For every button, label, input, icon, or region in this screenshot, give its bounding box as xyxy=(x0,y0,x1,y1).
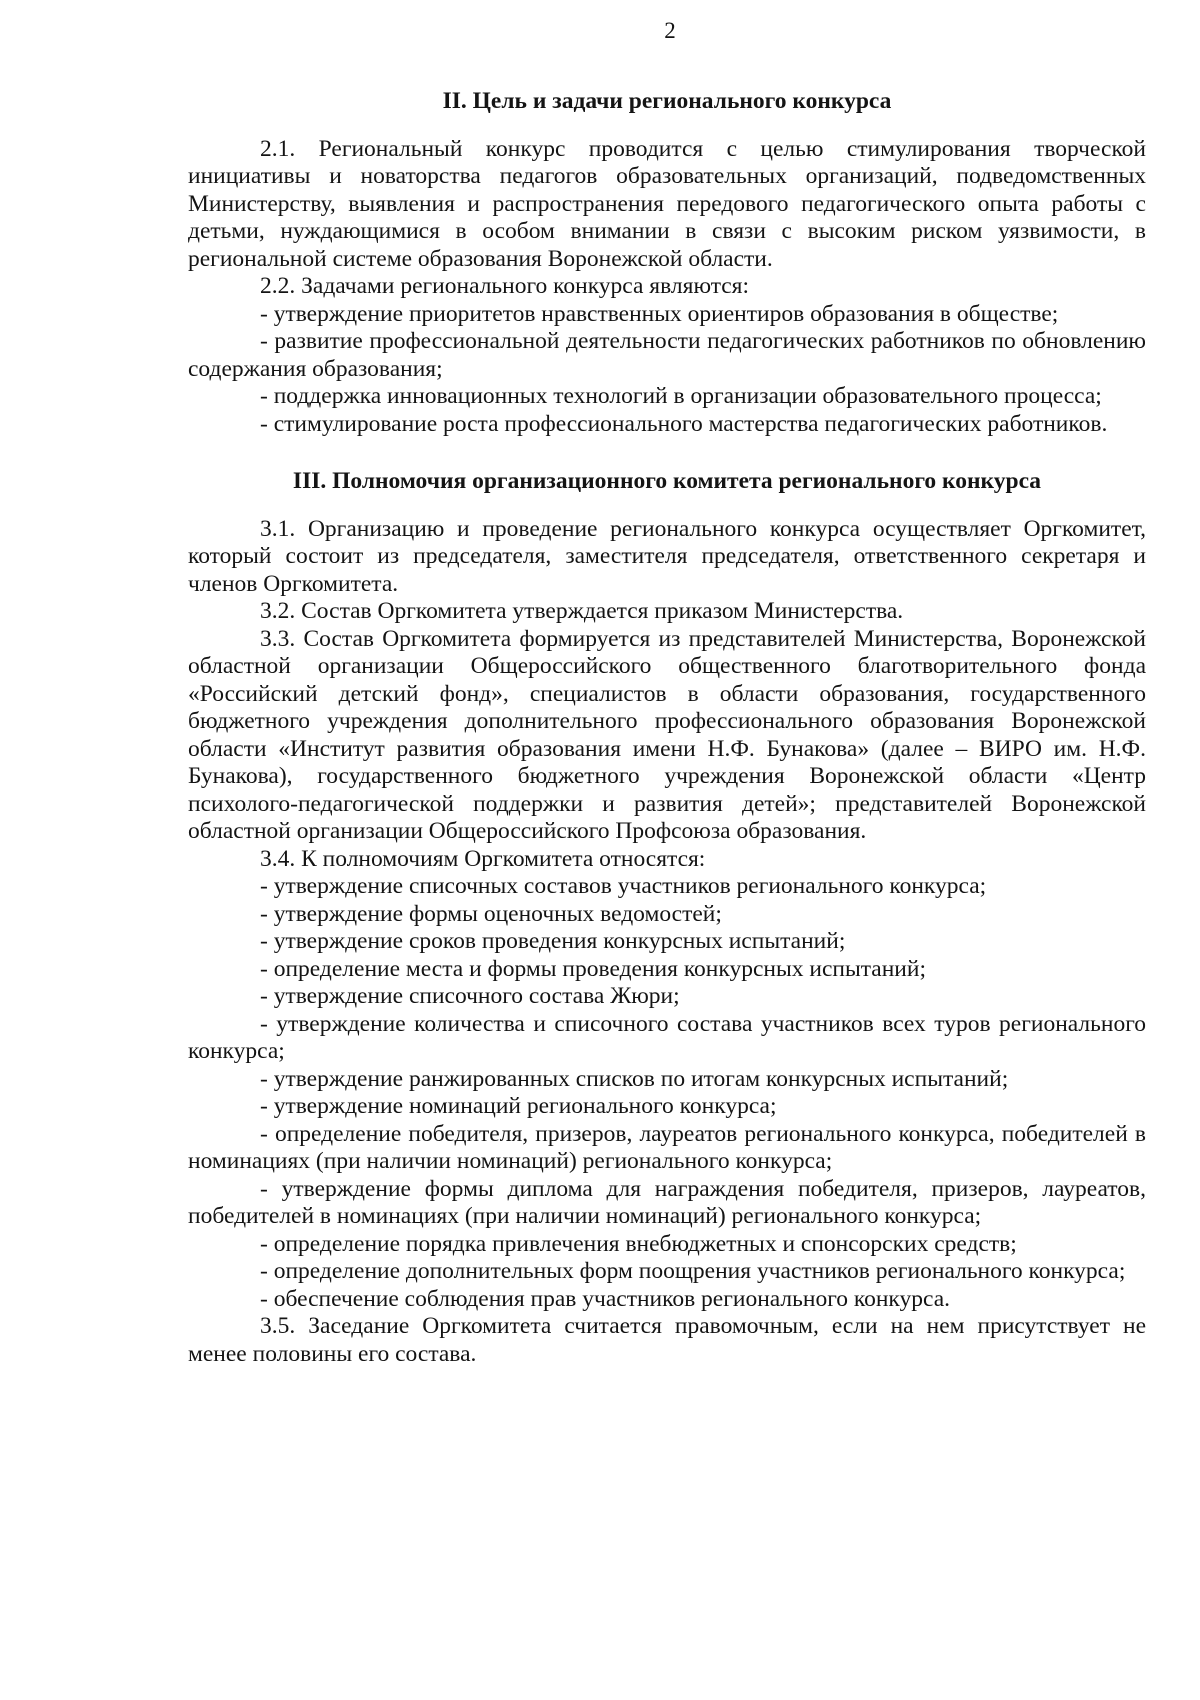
paragraph-3-4: 3.4. К полномочиям Оргкомитета относятся: xyxy=(260,845,706,872)
list-item: - утверждение формы оценочных ведомостей; xyxy=(260,900,722,927)
section-2-heading: II. Цель и задачи регионального конкурса xyxy=(442,88,892,114)
list-item: - утверждение сроков проведения конкурсных испытаний; xyxy=(260,928,846,954)
paragraph-3-1: 3.1. Организацию и проведение регионального конкурса осуществляет Оргкомитет, который состоит из председателя, заместителя председателя, ответственного секретаря и членов Оргкомитета. xyxy=(188,515,1146,597)
list-item: - поддержка инновационных технологий в организации образовательного процесса; xyxy=(260,383,1102,409)
paragraph-3-3: 3.3. Состав Оргкомитета формируется из представителей Министерства, Воронежской областной организации Общероссийского общественного благотворительного фонда «Российский детский фонд», специалистов в области образования, государственного бюджетного учреждения дополнительного профессионального образования Воронежской области «Институт развития образования имени Н.Ф. Бунакова» (далее – ВИРО им. Н.Ф. Бунакова), государственного бюджетного учреждения Воронежской области «Центр психолого-педагогической поддержки и развития детей»; представителей Воронежской областной организации Общероссийского Профсоюза образования. xyxy=(188,625,1146,844)
list-item: - определение дополнительных форм поощрения участников регионального конкурса; xyxy=(260,1258,1126,1284)
section-3-heading: III. Полномочия организационного комитета регионального конкурса xyxy=(292,468,1042,494)
list-item: - утверждение списочных составов участников регионального конкурса; xyxy=(260,873,987,899)
list-item: - обеспечение соблюдения прав участников регионального конкурса. xyxy=(260,1285,951,1312)
document-body xyxy=(188,88,1146,1368)
list-item: - определение порядка привлечения внебюджетных и спонсорских средств; xyxy=(260,1230,1017,1257)
paragraph-2-2: 2.2. Задачами регионального конкурса являются: xyxy=(260,273,750,299)
list-item: - развитие профессиональной деятельности педагогических работников по обновлению содержания образования; xyxy=(188,328,1146,382)
page-number: 2 xyxy=(664,18,676,43)
list-item: - утверждение списочного состава Жюри; xyxy=(260,983,680,1009)
list-item: - утверждение номинаций регионального конкурса; xyxy=(260,1093,777,1119)
list-item: - определение победителя, призеров, лауреатов регионального конкурса, победителей в номинациях (при наличии номинаций) регионального конкурса; xyxy=(188,1120,1146,1174)
list-item: - утверждение ранжированных списков по итогам конкурсных испытаний; xyxy=(260,1065,1009,1092)
list-item: - утверждение формы диплома для награждения победителя, призеров, лауреатов, победителей в номинациях (при наличии номинаций) регионального конкурса; xyxy=(188,1175,1146,1229)
list-item: - стимулирование роста профессионального мастерства педагогических работников. xyxy=(260,410,1108,437)
paragraph-2-1: 2.1. Региональный конкурс проводится с целью стимулирования творческой инициативы и новаторства педагогов образовательных организаций, подведомственных Министерству, выявления и распространения передового педагогического опыта работы с детьми, нуждающимися в особом внимании в связи с высоким риском уязвимости, в региональной системе образования Воронежской области. xyxy=(188,135,1146,272)
list-item: - определение места и формы проведения конкурсных испытаний; xyxy=(260,955,926,982)
paragraph-3-5: 3.5. Заседание Оргкомитета считается правомочным, если на нем присутствует не менее половины его состава. xyxy=(188,1313,1146,1367)
list-item: - утверждение приоритетов нравственных ориентиров образования в обществе; xyxy=(260,300,1059,327)
list-item: - утверждение количества и списочного состава участников всех туров регионального конкурса; xyxy=(188,1010,1146,1064)
paragraph-3-2: 3.2. Состав Оргкомитета утверждается приказом Министерства. xyxy=(260,598,904,624)
